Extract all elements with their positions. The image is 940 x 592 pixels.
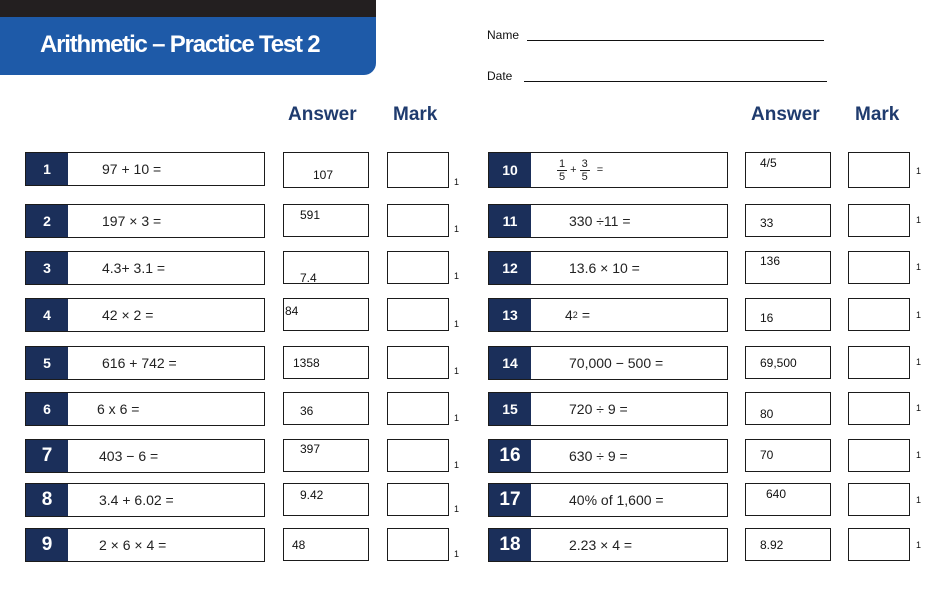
question-number: 4: [26, 299, 68, 331]
question-17: [488, 483, 728, 517]
question-11: [488, 204, 728, 238]
equals-sign: =: [581, 307, 590, 323]
answer-text: 69,500: [760, 356, 797, 370]
question-number: 7: [26, 440, 68, 472]
question-12: [488, 251, 728, 285]
question-number: 9: [26, 529, 68, 561]
power-exponent: 2: [572, 310, 578, 320]
answer-box-16[interactable]: [745, 439, 831, 472]
mark-box-1[interactable]: [387, 152, 449, 188]
answer-box-1[interactable]: [283, 152, 369, 188]
mark-value: 1: [916, 166, 922, 176]
question-number: 8: [26, 484, 68, 516]
question-text: 42 × 2 =: [102, 307, 154, 323]
question-text: 13.6 × 10 =: [569, 260, 640, 276]
question-text: 330 ÷11 =: [569, 213, 631, 229]
mark-box-3[interactable]: [387, 251, 449, 284]
answer-box-17[interactable]: [745, 483, 831, 516]
answer-box-5[interactable]: [283, 346, 369, 379]
answer-box-7[interactable]: [283, 439, 369, 472]
date-label: Date: [487, 69, 513, 83]
question-8: [25, 483, 265, 517]
mark-box-13[interactable]: [848, 298, 910, 331]
answer-text: 4/5: [760, 156, 777, 170]
fraction-three-fifths: [580, 158, 590, 183]
question-text: 630 ÷ 9 =: [569, 448, 628, 464]
mark-box-17[interactable]: [848, 483, 910, 516]
question-13: [488, 298, 728, 332]
question-number: 3: [26, 252, 68, 284]
answer-text: 70: [760, 448, 774, 462]
answer-text: 1358: [293, 356, 320, 370]
power-base: 4: [565, 307, 573, 323]
mark-value: 1: [454, 460, 460, 470]
mark-box-9[interactable]: [387, 528, 449, 561]
answer-text: 136: [760, 254, 781, 268]
question-number: 18: [489, 529, 531, 561]
question-text: 197 × 3 =: [102, 213, 162, 229]
answer-box-18[interactable]: [745, 528, 831, 561]
question-text: 97 + 10 =: [102, 161, 162, 177]
mark-box-5[interactable]: [387, 346, 449, 379]
question-number: 1: [26, 153, 68, 185]
question-number: 2: [26, 205, 68, 237]
question-number: 11: [489, 205, 531, 237]
plus-sign: +: [570, 164, 577, 176]
answer-box-6[interactable]: [283, 392, 369, 425]
question-number: 13: [489, 299, 531, 331]
question-text: 70,000 − 500 =: [569, 355, 664, 371]
answer-box-4[interactable]: [283, 298, 369, 331]
fraction-one-fifth: [557, 158, 567, 183]
mark-box-7[interactable]: [387, 439, 449, 472]
question-4: [25, 298, 265, 332]
answer-box-11[interactable]: [745, 204, 831, 237]
answer-column-header-left: Answer: [288, 104, 357, 125]
answer-box-10[interactable]: [745, 152, 831, 188]
mark-value: 1: [454, 224, 460, 234]
question-number: 5: [26, 347, 68, 379]
mark-value: 1: [454, 413, 460, 423]
mark-value: 1: [454, 504, 460, 514]
mark-value: 1: [916, 262, 922, 272]
mark-box-2[interactable]: [387, 204, 449, 237]
answer-text: 80: [760, 407, 774, 421]
question-text: 2.23 × 4 =: [569, 537, 633, 553]
answer-text: 591: [300, 208, 321, 222]
mark-value: 1: [916, 215, 922, 225]
mark-box-11[interactable]: [848, 204, 910, 237]
answer-box-15[interactable]: [745, 392, 831, 425]
answer-text: 397: [300, 442, 321, 456]
mark-box-15[interactable]: [848, 392, 910, 425]
question-number: 12: [489, 252, 531, 284]
mark-value: 1: [916, 540, 922, 550]
mark-box-8[interactable]: [387, 483, 449, 516]
question-16: [488, 439, 728, 473]
question-5: [25, 346, 265, 380]
question-text: 2 × 6 × 4 =: [99, 537, 167, 553]
question-18: [488, 528, 728, 562]
mark-value: 1: [916, 450, 922, 460]
equals-sign: =: [596, 164, 604, 176]
page-title: Arithmetic – Practice Test 2: [40, 31, 320, 58]
question-number: 14: [489, 347, 531, 379]
mark-box-12[interactable]: [848, 251, 910, 284]
question-number: 6: [26, 393, 68, 425]
answer-box-12[interactable]: [745, 251, 831, 284]
question-text: [565, 299, 590, 331]
answer-text: 9.42: [300, 488, 324, 502]
date-field[interactable]: [524, 81, 827, 82]
question-7: [25, 439, 265, 473]
answer-box-14[interactable]: [745, 346, 831, 379]
question-3: [25, 251, 265, 285]
question-15: [488, 392, 728, 426]
fraction-numerator: 3: [581, 157, 588, 170]
fraction-denominator: 5: [559, 170, 566, 183]
answer-text: 107: [313, 168, 334, 182]
question-number: 17: [489, 484, 531, 516]
mark-column-header-left: Mark: [393, 104, 438, 125]
question-text: 40% of 1,600 =: [569, 492, 664, 508]
question-14: [488, 346, 728, 380]
mark-box-14[interactable]: [848, 346, 910, 379]
name-label: Name: [487, 28, 520, 42]
answer-box-13[interactable]: [745, 298, 831, 331]
name-field[interactable]: [527, 40, 824, 41]
header-top-strip: [0, 0, 376, 17]
mark-box-10[interactable]: [848, 152, 910, 188]
answer-box-3[interactable]: [283, 251, 369, 284]
answer-text: 33: [760, 216, 774, 230]
question-1: [25, 152, 265, 186]
question-text: 3.4 + 6.02 =: [99, 492, 174, 508]
answer-text: 36: [300, 404, 314, 418]
mark-value: 1: [454, 177, 460, 187]
answer-text: 48: [292, 538, 306, 552]
answer-box-9[interactable]: [283, 528, 369, 561]
fraction-denominator: 5: [581, 170, 588, 183]
answer-box-8[interactable]: [283, 483, 369, 516]
question-2: [25, 204, 265, 238]
question-text: [554, 153, 603, 187]
mark-box-16[interactable]: [848, 439, 910, 472]
mark-value: 1: [454, 271, 460, 281]
mark-box-4[interactable]: [387, 298, 449, 331]
question-text: 6 x 6 =: [97, 401, 140, 417]
question-number: 16: [489, 440, 531, 472]
question-text: 616 + 742 =: [102, 355, 177, 371]
question-number: 10: [489, 153, 531, 187]
mark-value: 1: [454, 319, 460, 329]
mark-value: 1: [916, 495, 922, 505]
answer-text: 640: [766, 487, 787, 501]
question-number: 15: [489, 393, 531, 425]
answer-text: 84: [285, 304, 299, 318]
answer-box-2[interactable]: [283, 204, 369, 237]
fraction-numerator: 1: [559, 157, 566, 170]
question-9: [25, 528, 265, 562]
mark-box-18[interactable]: [848, 528, 910, 561]
question-text: 403 − 6 =: [99, 448, 159, 464]
mark-value: 1: [454, 549, 460, 559]
answer-text: 8.92: [760, 538, 784, 552]
question-text: 4.3+ 3.1 =: [102, 260, 166, 276]
mark-value: 1: [916, 357, 922, 367]
mark-value: 1: [454, 366, 460, 376]
mark-value: 1: [916, 310, 922, 320]
answer-text: 7.4: [300, 271, 317, 285]
question-10: [488, 152, 728, 188]
answer-column-header-right: Answer: [751, 104, 820, 125]
answer-text: 16: [760, 311, 774, 325]
question-text: 720 ÷ 9 =: [569, 401, 628, 417]
mark-column-header-right: Mark: [855, 104, 900, 125]
mark-value: 1: [916, 403, 922, 413]
question-6: [25, 392, 265, 426]
mark-box-6[interactable]: [387, 392, 449, 425]
